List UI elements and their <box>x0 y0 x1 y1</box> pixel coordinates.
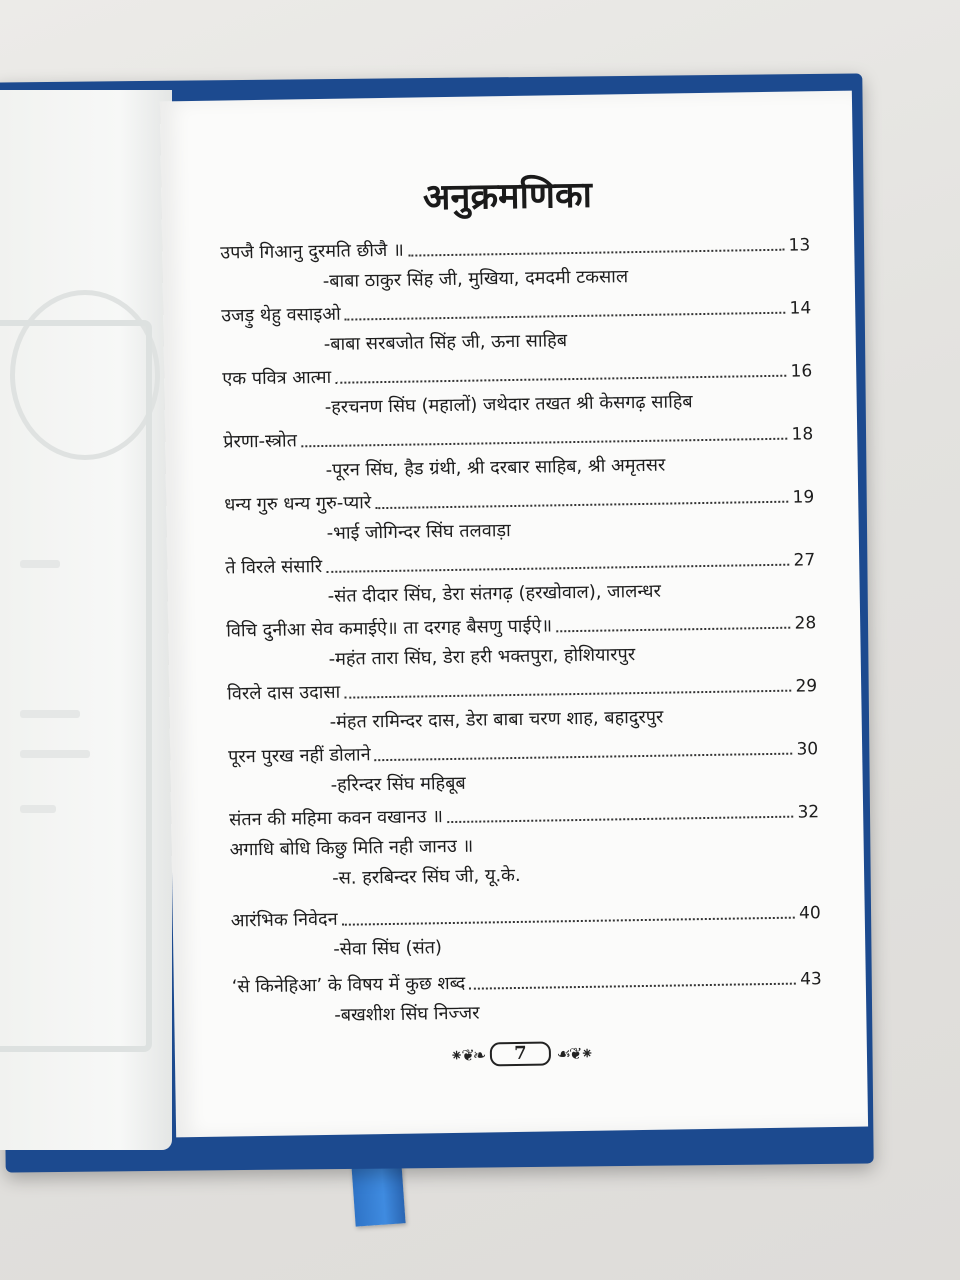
toc-entry-author: -संत दीदार सिंघ, डेरा संतगढ़ (हरखोवाल), जालन्धर <box>327 580 662 607</box>
toc-entry-author: -बाबा सरबजोत सिंह जी, ऊना साहिब <box>323 330 568 355</box>
toc-entry-author: -पूरन सिंघ, हैड ग्रंथी, श्री दरबार साहिब, श्री अमृतसर <box>325 454 666 481</box>
toc-entry-title: उजड़ु थेहु वसाइओ <box>221 303 341 327</box>
toc-entry-title: ते विरले संसारि <box>225 556 323 579</box>
leader-dots <box>408 249 785 257</box>
leader-dots <box>326 564 789 573</box>
toc-entry <box>225 546 816 609</box>
toc-page-number: 16 <box>790 361 813 382</box>
toc-entry <box>227 672 818 735</box>
toc-entry-title: संतन की महिमा कवन वखानउ ॥ <box>229 806 444 831</box>
toc-page-number: 28 <box>794 613 817 634</box>
toc-page-number: 29 <box>795 676 818 697</box>
toc-page-number: 13 <box>788 235 811 256</box>
leader-dots <box>447 816 794 823</box>
ornament-frame <box>0 320 152 1052</box>
toc-entry <box>223 420 814 483</box>
toc-entry <box>224 483 815 546</box>
toc-entry-title: विरले दास उदासा <box>227 681 341 705</box>
toc-page-number: 27 <box>793 550 816 571</box>
left-page <box>0 90 172 1150</box>
toc-page-number: 30 <box>796 739 819 760</box>
toc-entry-author: -भाई जोगिन्दर सिंघ तलवाड़ा <box>326 520 511 544</box>
leader-dots <box>375 753 793 762</box>
bleed-through-text <box>20 750 90 758</box>
toc-entry-title: आरंभिक निवेदन <box>230 908 338 932</box>
toc-page-number: 43 <box>799 969 822 990</box>
leader-dots <box>375 501 788 509</box>
leader-dots <box>556 627 790 633</box>
toc-entry-title: ‘से किनेहिआ’ के विषय में कुछ शब्द <box>231 972 466 998</box>
toc-page-number: 32 <box>797 802 820 823</box>
toc-entry-author: -महंत तारा सिंघ, डेरा हरी भक्तपुरा, होशियारपुर <box>328 644 636 670</box>
page-footer <box>175 1037 867 1072</box>
toc-page-number: 18 <box>791 424 814 445</box>
toc-page-number: 19 <box>792 487 815 508</box>
toc-entry <box>231 899 822 962</box>
toc-entry-author: -सेवा सिंघ (संत) <box>333 937 443 960</box>
toc-entry-author: -स. हरबिन्दर सिंघ जी, यू.के. <box>331 864 521 889</box>
toc-entry-title: विचि दुनीआ सेव कमाईऐ॥ ता दरगह बैसणु पाईऐ॥ <box>226 615 553 642</box>
toc-page-number: 14 <box>789 298 812 319</box>
toc-entry-title: एक पवित्र आत्मा <box>222 366 332 390</box>
toc-entry <box>221 294 812 357</box>
footer-ornament-right: ☙❦⁕ <box>556 1043 593 1063</box>
page-title: अनुक्रमणिका <box>422 173 593 219</box>
toc-entry <box>229 798 820 891</box>
toc-page-number: 40 <box>798 903 821 924</box>
toc-entry-author: -मंहत रामिन्दर दास, डेरा बाबा चरण शाह, बहादुरपुर <box>329 706 664 733</box>
toc-entry-title: उपजै गिआनु दुरमति छीजै ॥ <box>220 239 404 264</box>
toc-entry <box>228 735 819 798</box>
toc-entry <box>220 231 811 294</box>
leader-dots <box>345 312 786 321</box>
toc-entry-author: -बखशीश सिंघ निज्जर <box>334 1002 480 1026</box>
contents-page <box>160 91 868 1138</box>
toc-entry-title: प्रेरणा-स्त्रोत <box>223 430 298 453</box>
bleed-through-text <box>20 805 56 813</box>
bleed-through-text <box>20 560 60 568</box>
toc-entry-author: -बाबा ठाकुर सिंह जी, मुखिया, दमदमी टकसाल <box>322 266 629 292</box>
toc-entry-author: -हरचनण सिंघ (महालों) जथेदार तखत श्री केसगढ़ साहिब <box>324 391 693 418</box>
toc-entry-title: पूरन पुरख नहीं डोलाने <box>228 744 371 768</box>
toc-entry <box>222 357 813 420</box>
toc-entry-title: धन्य गुरु धन्य गुरु-प्यारे <box>224 492 372 516</box>
leader-dots <box>469 983 796 990</box>
footer-ornament-left: ⁕❦❧ <box>449 1045 485 1065</box>
toc-entry <box>226 609 817 672</box>
toc-entry-author: -हरिन्दर सिंघ महिबूब <box>330 772 466 796</box>
bleed-through-text <box>20 710 80 718</box>
leader-dots <box>342 917 796 926</box>
toc-entry-title-line2: अगाधि बोधि किछु मिति नही जानउ ॥ <box>229 835 474 861</box>
leader-dots <box>344 690 791 699</box>
page-number: 7 <box>490 1041 551 1066</box>
leader-dots <box>335 375 786 384</box>
leader-dots <box>301 438 788 448</box>
toc-entry <box>232 965 823 1028</box>
